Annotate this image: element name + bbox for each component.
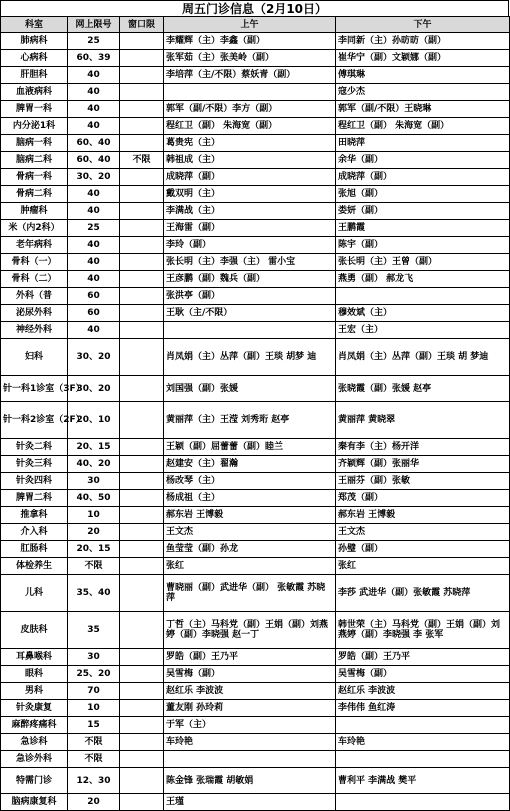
am-cell: 郝东岩 王博毅	[164, 507, 336, 524]
pm-cell: 秦有李（主）杨开洋	[336, 439, 510, 456]
window-cell	[120, 490, 164, 507]
dept-cell: 男科	[1, 683, 68, 700]
pm-cell: 罗皓（副）王乃平	[336, 649, 510, 666]
am-cell: 丁哲（主）马科党（副）王娟（副）刘燕婷（副）李晓强 赵一丁	[164, 612, 336, 649]
pm-cell: 李莎 武进华（副）张敏霞 苏晓萍	[336, 575, 510, 612]
dept-cell: 针一科1诊室（3F）	[1, 376, 68, 402]
pm-cell: 王宏（主）	[336, 322, 510, 339]
dept-cell: 肝胆科	[1, 67, 68, 84]
am-cell: 王瑾	[164, 794, 336, 811]
window-cell	[120, 524, 164, 541]
dept-cell: 脾胃一科	[1, 101, 68, 118]
window-cell	[120, 649, 164, 666]
table-row	[1, 67, 510, 84]
pm-cell: 郭军（副/不限）王晓琳	[336, 101, 510, 118]
quota-cell: 30、20	[68, 376, 120, 402]
dept-cell: 推拿科	[1, 507, 68, 524]
window-cell	[120, 734, 164, 751]
am-cell: 张洪亭（副）	[164, 288, 336, 305]
quota-cell: 35	[68, 612, 120, 649]
pm-cell: 张红	[336, 558, 510, 575]
dept-cell: 老年病科	[1, 237, 68, 254]
am-cell: 李培萍（主/不限）蔡妖青（副）	[164, 67, 336, 84]
am-cell: 李玲（副）	[164, 237, 336, 254]
pm-cell: 孙璧（副）	[336, 541, 510, 558]
dept-cell: 脾胃二科	[1, 490, 68, 507]
dept-cell: 眼科	[1, 666, 68, 683]
quota-cell: 40、50	[68, 490, 120, 507]
pm-cell: 崔华宁（副）文颖娜（副）	[336, 50, 510, 67]
am-cell	[164, 751, 336, 768]
table-row	[1, 768, 510, 794]
table-row	[1, 507, 510, 524]
quota-cell: 30	[68, 649, 120, 666]
window-cell	[120, 751, 164, 768]
table-row	[1, 794, 510, 811]
am-cell: 黄丽萍（主）王滢 刘秀珩 赵亭	[164, 402, 336, 439]
table-row	[1, 186, 510, 203]
window-cell	[120, 700, 164, 717]
table-row	[1, 169, 510, 186]
quota-cell: 10	[68, 700, 120, 717]
quota-cell: 12、30	[68, 768, 120, 794]
table-row	[1, 118, 510, 135]
column-header-quota: 网上限号	[68, 17, 120, 33]
window-cell	[120, 84, 164, 101]
am-cell: 鱼莹莹（副）孙龙	[164, 541, 336, 558]
window-cell	[120, 683, 164, 700]
table-row	[1, 541, 510, 558]
window-cell: 不限	[120, 152, 164, 169]
window-cell	[120, 135, 164, 152]
quota-cell: 20	[68, 794, 120, 811]
dept-cell: 针灸四科	[1, 473, 68, 490]
quota-cell: 25	[68, 220, 120, 237]
pm-cell: 成晓萍（副）	[336, 169, 510, 186]
table-row	[1, 50, 510, 67]
pm-cell: 黄丽萍 黄晓翠	[336, 402, 510, 439]
am-cell: 于军（主）	[164, 717, 336, 734]
pm-cell: 李同新（主）孙昉昉（副）	[336, 33, 510, 50]
column-header-window: 窗口限	[120, 17, 164, 33]
dept-cell: 急诊科	[1, 734, 68, 751]
window-cell	[120, 203, 164, 220]
pm-cell: 李伟伟 鱼红涛	[336, 700, 510, 717]
table-row	[1, 558, 510, 575]
window-cell	[120, 169, 164, 186]
schedule-table	[0, 16, 510, 811]
quota-cell: 不限	[68, 751, 120, 768]
dept-cell: 肺病科	[1, 33, 68, 50]
dept-cell: 骨科（二）	[1, 271, 68, 288]
dept-cell: 骨病一科	[1, 169, 68, 186]
dept-cell: 脑病一科	[1, 135, 68, 152]
table-row	[1, 490, 510, 507]
window-cell	[120, 541, 164, 558]
pm-cell: 田晓萍	[336, 135, 510, 152]
am-cell: 葛贵宪（主）	[164, 135, 336, 152]
table-row	[1, 575, 510, 612]
quota-cell: 20、15	[68, 541, 120, 558]
window-cell	[120, 271, 164, 288]
table-row	[1, 683, 510, 700]
table-row	[1, 271, 510, 288]
pm-cell: 燕勇（副） 郝龙飞	[336, 271, 510, 288]
column-header-dept: 科室	[1, 17, 68, 33]
am-cell: 车玲艳	[164, 734, 336, 751]
quota-cell: 40	[68, 67, 120, 84]
pm-cell: 穆效斌（主）	[336, 305, 510, 322]
dept-cell: 急诊外科	[1, 751, 68, 768]
window-cell	[120, 186, 164, 203]
pm-cell: 韩世荣（主）马科党（副）王娟（副）刘燕婷（副）李晓强 李 张军	[336, 612, 510, 649]
window-cell	[120, 376, 164, 402]
table-row	[1, 717, 510, 734]
pm-cell	[336, 288, 510, 305]
quota-cell: 60、40	[68, 152, 120, 169]
table-row	[1, 439, 510, 456]
pm-cell: 赵红乐 李波波	[336, 683, 510, 700]
quota-cell: 不限	[68, 558, 120, 575]
pm-cell: 肖凤娟（主）丛萍（副）王琰 胡 梦迪	[336, 339, 510, 376]
am-cell: 郭军（副/不限）李方（副）	[164, 101, 336, 118]
window-cell	[120, 794, 164, 811]
am-cell: 王耿（主/不限）	[164, 305, 336, 322]
header-row	[1, 17, 510, 33]
table-row	[1, 339, 510, 376]
am-cell: 刘国强（副）张媛	[164, 376, 336, 402]
quota-cell: 40	[68, 271, 120, 288]
quota-cell: 60	[68, 305, 120, 322]
table-row	[1, 135, 510, 152]
am-cell: 杨改琴（主）	[164, 473, 336, 490]
am-cell: 吴雪梅（副）	[164, 666, 336, 683]
window-cell	[120, 322, 164, 339]
table-row	[1, 734, 510, 751]
table-row	[1, 254, 510, 271]
column-header-am: 上午	[164, 17, 336, 33]
quota-cell: 60、40	[68, 135, 120, 152]
quota-cell: 25	[68, 33, 120, 50]
pm-cell: 寇少杰	[336, 84, 510, 101]
window-cell	[120, 33, 164, 50]
window-cell	[120, 456, 164, 473]
am-cell: 肖凤娟（主）丛萍（副）王琰 胡梦 迪	[164, 339, 336, 376]
am-cell: 罗皓（副）王乃平	[164, 649, 336, 666]
dept-cell: 妇科	[1, 339, 68, 376]
table-row	[1, 288, 510, 305]
pm-cell: 曹利平 李满战 樊平	[336, 768, 510, 794]
table-row	[1, 700, 510, 717]
window-cell	[120, 768, 164, 794]
dept-cell: 脑病康复科	[1, 794, 68, 811]
am-cell: 张红	[164, 558, 336, 575]
window-cell	[120, 220, 164, 237]
quota-cell: 30	[68, 473, 120, 490]
dept-cell: 心病科	[1, 50, 68, 67]
dept-cell: 耳鼻喉科	[1, 649, 68, 666]
dept-cell: 肿瘤科	[1, 203, 68, 220]
quota-cell: 70	[68, 683, 120, 700]
table-row	[1, 152, 510, 169]
table-row	[1, 402, 510, 439]
dept-cell: 外科（普	[1, 288, 68, 305]
window-cell	[120, 288, 164, 305]
window-cell	[120, 254, 164, 271]
window-cell	[120, 473, 164, 490]
window-cell	[120, 558, 164, 575]
quota-cell: 60、39	[68, 50, 120, 67]
pm-cell: 郑茂（副）	[336, 490, 510, 507]
dept-cell: 米（内2科）	[1, 220, 68, 237]
quota-cell: 20、10	[68, 402, 120, 439]
dept-cell: 皮肤科	[1, 612, 68, 649]
window-cell	[120, 402, 164, 439]
quota-cell: 35、40	[68, 575, 120, 612]
dept-cell: 骨科（一）	[1, 254, 68, 271]
pm-cell: 张旭（副）	[336, 186, 510, 203]
dept-cell: 肛肠科	[1, 541, 68, 558]
am-cell: 张军茹（主）张美岭（副）	[164, 50, 336, 67]
window-cell	[120, 305, 164, 322]
am-cell: 戴双明（主）	[164, 186, 336, 203]
table-row	[1, 322, 510, 339]
table-row	[1, 751, 510, 768]
table-row	[1, 203, 510, 220]
table-row	[1, 473, 510, 490]
am-cell: 张长明（主）李强（主） 雷小宝	[164, 254, 336, 271]
am-cell: 王颖（副）屈蕾蕾（副）睦兰	[164, 439, 336, 456]
table-row	[1, 524, 510, 541]
quota-cell: 40	[68, 237, 120, 254]
window-cell	[120, 237, 164, 254]
window-cell	[120, 666, 164, 683]
column-header-pm: 下午	[336, 17, 510, 33]
quota-cell: 40	[68, 186, 120, 203]
table-row	[1, 456, 510, 473]
pm-cell	[336, 794, 510, 811]
pm-cell: 娄妍（副）	[336, 203, 510, 220]
quota-cell: 15	[68, 717, 120, 734]
dept-cell: 体检养生	[1, 558, 68, 575]
am-cell	[164, 84, 336, 101]
window-cell	[120, 612, 164, 649]
pm-cell: 傅琪琳	[336, 67, 510, 84]
quota-cell: 25、20	[68, 666, 120, 683]
quota-cell: 40	[68, 84, 120, 101]
dept-cell: 针灸二科	[1, 439, 68, 456]
window-cell	[120, 439, 164, 456]
am-cell: 韩祖成（主）	[164, 152, 336, 169]
quota-cell: 40、20	[68, 456, 120, 473]
quota-cell: 不限	[68, 734, 120, 751]
dept-cell: 针灸三科	[1, 456, 68, 473]
quota-cell: 40	[68, 118, 120, 135]
quota-cell: 30、20	[68, 169, 120, 186]
table-row	[1, 101, 510, 118]
table-row	[1, 305, 510, 322]
dept-cell: 儿科	[1, 575, 68, 612]
am-cell: 王海雷（副）	[164, 220, 336, 237]
table-body	[1, 33, 510, 811]
table-row	[1, 220, 510, 237]
pm-cell	[336, 751, 510, 768]
pm-cell: 车玲艳	[336, 734, 510, 751]
dept-cell: 特需门诊	[1, 768, 68, 794]
window-cell	[120, 339, 164, 376]
am-cell: 李耀辉（主）李鑫（副）	[164, 33, 336, 50]
quota-cell: 40	[68, 101, 120, 118]
table-row	[1, 666, 510, 683]
table-row	[1, 33, 510, 50]
quota-cell: 20、15	[68, 439, 120, 456]
window-cell	[120, 717, 164, 734]
am-cell: 曹晓丽（副）武进华（副） 张敏霞 苏晓萍	[164, 575, 336, 612]
pm-cell: 张晓霞（副）张媛 赵亭	[336, 376, 510, 402]
table-row	[1, 649, 510, 666]
window-cell	[120, 50, 164, 67]
window-cell	[120, 67, 164, 84]
am-cell: 李满战（主）	[164, 203, 336, 220]
dept-cell: 神经外科	[1, 322, 68, 339]
pm-cell: 陈宇（副）	[336, 237, 510, 254]
dept-cell: 脑病二科	[1, 152, 68, 169]
window-cell	[120, 118, 164, 135]
quota-cell: 10	[68, 507, 120, 524]
dept-cell: 针一科2诊室（2F）	[1, 402, 68, 439]
am-cell: 王文杰	[164, 524, 336, 541]
am-cell: 赵红乐 李波波	[164, 683, 336, 700]
quota-cell: 40	[68, 254, 120, 271]
am-cell: 赵建安（主）翟瀚	[164, 456, 336, 473]
am-cell: 成晓萍（副）	[164, 169, 336, 186]
am-cell: 程红卫（副） 朱海宽（副）	[164, 118, 336, 135]
pm-cell: 余华（副）	[336, 152, 510, 169]
pm-cell: 王鹏霞	[336, 220, 510, 237]
window-cell	[120, 507, 164, 524]
pm-cell	[336, 717, 510, 734]
am-cell: 王彦鹏（副）魏兵（副）	[164, 271, 336, 288]
pm-cell: 齐颖辉（副）张丽华	[336, 456, 510, 473]
table-row	[1, 237, 510, 254]
dept-cell: 针灸康复	[1, 700, 68, 717]
table-row	[1, 84, 510, 101]
pm-cell: 程红卫（副） 朱海宽（副）	[336, 118, 510, 135]
window-cell	[120, 575, 164, 612]
pm-cell: 王丽芬（副）张敏	[336, 473, 510, 490]
am-cell: 董友刚 孙玲莉	[164, 700, 336, 717]
table-row	[1, 612, 510, 649]
quota-cell: 60	[68, 288, 120, 305]
table-row	[1, 376, 510, 402]
am-cell: 陈金锋 张瑞霞 胡敏娟	[164, 768, 336, 794]
am-cell	[164, 322, 336, 339]
pm-cell: 王文杰	[336, 524, 510, 541]
dept-cell: 血液病科	[1, 84, 68, 101]
dept-cell: 内分泌1科	[1, 118, 68, 135]
quota-cell: 30、20	[68, 339, 120, 376]
quota-cell: 40	[68, 322, 120, 339]
am-cell: 杨成祖（主）	[164, 490, 336, 507]
dept-cell: 介入科	[1, 524, 68, 541]
window-cell	[120, 101, 164, 118]
dept-cell: 泌尿外科	[1, 305, 68, 322]
pm-cell: 郝东岩 王博毅	[336, 507, 510, 524]
dept-cell: 骨病二科	[1, 186, 68, 203]
dept-cell: 麻醉疼痛科	[1, 717, 68, 734]
pm-cell: 吴雪梅（副）	[336, 666, 510, 683]
quota-cell: 20	[68, 524, 120, 541]
quota-cell: 40	[68, 203, 120, 220]
page-title: 周五门诊信息（2月10日）	[0, 0, 509, 16]
pm-cell: 张长明（主）王曾（副）	[336, 254, 510, 271]
